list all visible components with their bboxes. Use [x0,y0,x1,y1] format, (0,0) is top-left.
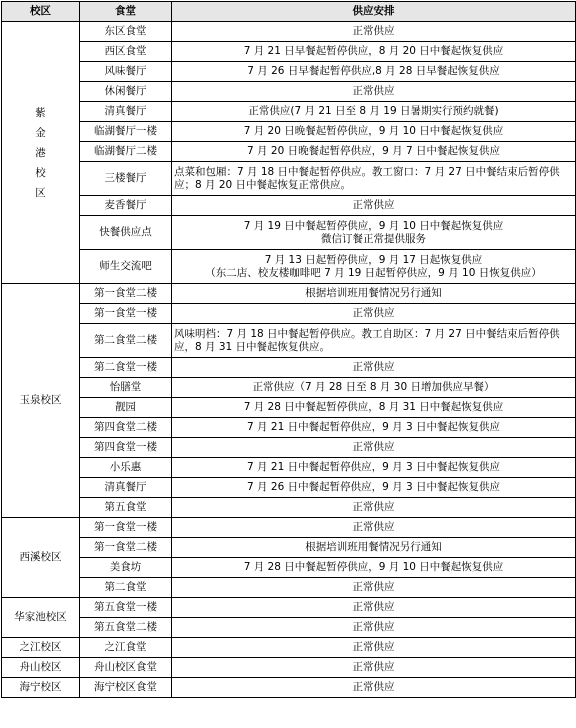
supply-arrangement [172,304,576,324]
canteen-name: 快餐供应点 [80,216,172,250]
supply-text: 7 月 20 日晚餐起暂停供应，9 月 7 日中餐起恢复供应 [247,145,500,157]
canteen-name: 东区食堂 [80,22,172,42]
header-supply: 供应安排 [172,2,576,22]
supply-text: 正常供应 [352,601,395,613]
canteen-name: 怡膳堂 [80,378,172,398]
table-row [2,658,576,678]
campus-name: 舟山校区 [19,661,62,673]
canteen-name: 休闲餐厅 [80,82,172,102]
supply-text: 正常供应（7 月 28 日至 8 月 30 日增加供应早餐） [252,381,495,393]
supply-arrangement [172,216,576,250]
supply-text: 7 月 19 日中餐起暂停供应，9 月 10 日中餐起恢复供应 [243,219,504,232]
supply-arrangement [172,498,576,518]
table-row [2,518,576,538]
supply-text: 7 月 26 日早餐起暂停供应,8 月 28 日早餐起恢复供应 [247,65,500,77]
campus-name: 紫金港校区 [35,106,46,199]
canteen-name: 第一食堂二楼 [80,538,172,558]
table-row [2,304,576,324]
supply-arrangement [172,438,576,458]
canteen-name: 临湖餐厅二楼 [80,142,172,162]
table-row [2,324,576,358]
table-row [2,82,576,102]
supply-text-line2: 微信订餐正常提供服务 [321,232,426,245]
supply-text: 正常供应(7 月 21 日至 8 月 19 日暑期实行预约就餐) [248,105,499,117]
canteen-schedule-table [1,1,576,698]
supply-text: 根据培训班用餐情况另行通知 [305,287,442,299]
supply-arrangement [172,358,576,378]
canteen-name: 美食坊 [80,558,172,578]
canteen-name: 风味餐厅 [80,62,172,82]
table-row [2,102,576,122]
canteen-name: 清真餐厅 [80,102,172,122]
supply-text: 7 月 20 日晚餐起暂停供应，9 月 10 日中餐起恢复供应 [243,125,504,137]
campus-cell [2,518,80,598]
table-row [2,216,576,250]
table-row [2,250,576,284]
campus-name: 西溪校区 [19,551,62,563]
supply-arrangement [172,250,576,284]
supply-arrangement [172,558,576,578]
table-row [2,438,576,458]
table-row [2,42,576,62]
supply-text: 7 月 28 日中餐起暂停供应，8 月 31 日中餐起恢复供应 [243,401,504,413]
supply-arrangement [172,678,576,698]
supply-text: 7 月 21 日中餐起暂停供应，9 月 3 日中餐起恢复供应 [247,461,500,473]
supply-text: 7 月 21 日中餐起暂停供应，9 月 3 日中餐起恢复供应 [247,421,500,433]
supply-text: 正常供应 [352,581,395,593]
supply-text: 正常供应 [352,501,395,513]
supply-text: 正常供应 [352,661,395,673]
table-row [2,458,576,478]
supply-arrangement [172,478,576,498]
campus-cell [2,658,80,678]
table-row [2,618,576,638]
canteen-name: 靓园 [80,398,172,418]
supply-arrangement [172,518,576,538]
campus-cell [2,638,80,658]
supply-arrangement [172,102,576,122]
table-row [2,398,576,418]
supply-text: 正常供应 [352,681,395,693]
table-row [2,598,576,618]
supply-arrangement [172,42,576,62]
supply-arrangement [172,658,576,678]
table-body [2,22,576,698]
supply-text: 根据培训班用餐情况另行通知 [305,541,442,553]
canteen-name: 第五食堂一楼 [80,598,172,618]
table-row [2,62,576,82]
supply-text: 正常供应 [352,641,395,653]
supply-text: 正常供应 [352,441,395,453]
canteen-name: 第四食堂一楼 [80,438,172,458]
table-row [2,498,576,518]
supply-arrangement [172,162,576,196]
supply-text: 正常供应 [352,85,395,97]
supply-text: 风味明档：7 月 18 日中餐起暂停供应。教工自助区：7 月 27 日中餐结束后暂停供应，8 月 31 日中餐起恢复供应。 [174,327,560,353]
campus-cell [2,284,80,518]
canteen-name: 师生交流吧 [80,250,172,284]
canteen-name: 第四食堂二楼 [80,418,172,438]
header-campus: 校区 [2,2,80,22]
supply-text: 正常供应 [352,621,395,633]
supply-arrangement [172,578,576,598]
canteen-name: 第二食堂 [80,578,172,598]
table-row [2,578,576,598]
canteen-name: 第五食堂 [80,498,172,518]
supply-text: 7 月 28 日中餐起暂停供应，9 月 10 日中餐起恢复供应 [243,561,504,573]
table-row [2,142,576,162]
canteen-name: 麦香餐厅 [80,196,172,216]
table-row [2,538,576,558]
table-row [2,418,576,438]
campus-name: 玉泉校区 [19,394,62,406]
supply-text: 7 月 26 日中餐起暂停供应，9 月 3 日中餐起恢复供应 [247,481,500,493]
campus-name: 之江校区 [19,641,62,653]
supply-text: 点菜和包厢：7 月 18 日中餐起暂停供应。教工窗口：7 月 27 日中餐结束后暂停供应；8 月 20 日中餐起恢复正常供应。 [174,165,560,191]
supply-text: 7 月 21 日早餐起暂停供应，8 月 20 日中餐起恢复供应 [243,45,504,57]
supply-arrangement [172,142,576,162]
canteen-name: 第一食堂二楼 [80,284,172,304]
supply-arrangement [172,378,576,398]
table-row [2,162,576,196]
campus-cell [2,22,80,284]
supply-text: 正常供应 [352,199,395,211]
canteen-name: 舟山校区食堂 [80,658,172,678]
campus-cell [2,598,80,638]
table-row [2,22,576,42]
supply-text: 正常供应 [352,307,395,319]
table-row [2,378,576,398]
campus-cell [2,678,80,698]
canteen-name: 之江食堂 [80,638,172,658]
canteen-name: 三楼餐厅 [80,162,172,196]
canteen-name: 第二食堂二楼 [80,324,172,358]
supply-text-line2: （东二店、校友楼咖啡吧 7 月 19 日起暂停供应，9 月 10 日恢复供应） [205,266,542,279]
canteen-name: 清真餐厅 [80,478,172,498]
supply-arrangement [172,82,576,102]
table-row [2,122,576,142]
supply-text: 正常供应 [352,361,395,373]
table-row [2,678,576,698]
header-row [2,2,576,22]
table-row [2,358,576,378]
canteen-name: 临湖餐厅一楼 [80,122,172,142]
canteen-name: 第五食堂二楼 [80,618,172,638]
header-canteen: 食堂 [80,2,172,22]
supply-arrangement [172,398,576,418]
table-row [2,638,576,658]
supply-text: 正常供应 [352,25,395,37]
supply-arrangement [172,538,576,558]
campus-name: 华家池校区 [14,611,67,623]
canteen-name: 第一食堂一楼 [80,304,172,324]
supply-text: 正常供应 [352,521,395,533]
canteen-name: 西区食堂 [80,42,172,62]
supply-arrangement [172,638,576,658]
supply-arrangement [172,284,576,304]
table-row [2,558,576,578]
supply-arrangement [172,598,576,618]
supply-text: 7 月 13 日起暂停供应，9 月 17 日起恢复供应 [264,253,483,266]
supply-arrangement [172,418,576,438]
canteen-name: 小乐惠 [80,458,172,478]
table-row [2,284,576,304]
supply-arrangement [172,62,576,82]
supply-arrangement [172,196,576,216]
canteen-name: 第二食堂一楼 [80,358,172,378]
table-row [2,196,576,216]
campus-name: 海宁校区 [19,681,62,693]
supply-arrangement [172,22,576,42]
canteen-name: 第一食堂一楼 [80,518,172,538]
supply-arrangement [172,122,576,142]
supply-arrangement [172,618,576,638]
table-row [2,478,576,498]
supply-arrangement [172,458,576,478]
supply-arrangement [172,324,576,358]
canteen-name: 海宁校区食堂 [80,678,172,698]
